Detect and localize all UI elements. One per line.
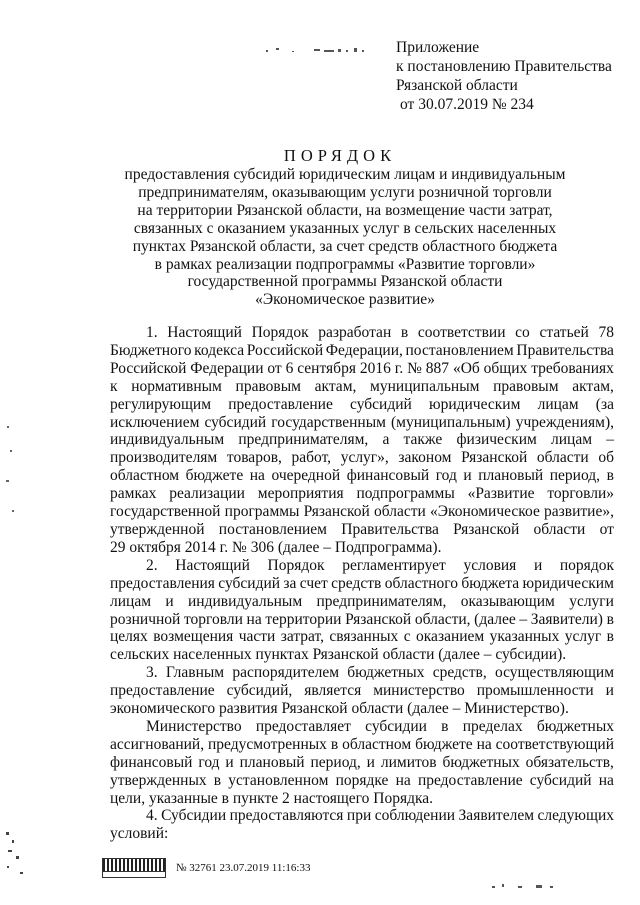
scan-noise-bottom-right <box>490 880 570 894</box>
body-line: рамках реализации мероприятия подпрограммы «Развитие торговли» <box>110 485 614 503</box>
body-line: исключением субсидий государственным (муниципальным) учреждениям), <box>110 413 614 431</box>
subtitle-line: предпринимателям, оказывающим услуги розничной торговли <box>138 183 552 201</box>
body-line: предоставления субсидий за счет средств областного бюджета юридическим <box>110 574 614 592</box>
body-line: регулирующим предоставление субсидий юридическим лицам (за <box>110 395 614 413</box>
appendix-resolution-ref: к постановлению Правительства <box>396 58 612 75</box>
body-line: предоставление субсидий, является министерство промышленности и <box>110 682 614 700</box>
footer-registration <box>102 858 310 878</box>
scan-noise-top <box>262 44 382 58</box>
subtitle-line: на территории Рязанской области, на возмещение части затрат, <box>137 201 553 219</box>
body-line: экономического развития Рязанской области (далее – Министерство). <box>110 700 569 718</box>
subtitle-line: предоставления субсидий юридическим лицам и индивидуальным <box>124 166 566 183</box>
appendix-region: Рязанской области <box>396 77 518 94</box>
body-line: 4. Субсидии предоставляются при соблюдении Заявителем следующих <box>146 807 614 825</box>
body-line: цели, указанные в пункте 2 настоящего Порядка. <box>110 789 434 807</box>
subtitle-line: государственной программы Рязанской области <box>187 273 503 291</box>
document-body <box>110 324 614 843</box>
body-line: областном бюджете на очередной финансовый год и плановый период, в <box>110 467 614 485</box>
subtitle-line: связанных с оказанием указанных услуг в сельских населенных <box>133 219 557 237</box>
body-line: утвержденной постановлением Правительства Рязанской области от <box>110 520 614 538</box>
registration-number: № 32761 23.07.2019 11:16:33 <box>176 862 311 874</box>
body-line: к нормативным правовым актам, муниципальным правовым актам, <box>110 377 614 395</box>
subtitle-line: пунктах Рязанской области, за счет средств областного бюджета <box>132 237 558 255</box>
appendix-date: от 30.07.2019 № 234 <box>400 96 534 113</box>
subtitle-line: «Экономическое развитие» <box>255 291 435 309</box>
body-line: Министерство предоставляет субсидии в пределах бюджетных <box>146 717 614 735</box>
body-line: производителям товаров, работ, услуг», законом Рязанской области об <box>110 449 614 467</box>
subtitle-line: в рамках реализации подпрограммы «Развитие торговли» <box>154 255 536 273</box>
body-line: Бюджетного кодекса Российской Федерации, постановлением Правительства <box>110 341 614 359</box>
scan-edge-left-bottom <box>2 826 32 886</box>
body-line: 2. Настоящий Порядок регламентирует условия и порядок <box>146 556 614 574</box>
scan-edge-left <box>4 420 18 540</box>
body-line: сельских населенных пунктах Рязанской области (далее – субсидии). <box>110 646 567 664</box>
body-line: государственной программы Рязанской области «Экономическое развитие», <box>110 503 614 521</box>
body-line: 3. Главным распорядителем бюджетных средств, осуществляющим <box>146 664 614 682</box>
appendix-block <box>396 38 612 114</box>
body-line: целях возмещения части затрат, связанных с оказанием указанных услуг в <box>110 628 614 646</box>
body-line: лицам и индивидуальным предпринимателям, оказывающим услуги <box>110 592 614 610</box>
body-line: розничной торговли на территории Рязанской области, (далее – Заявители) в <box>110 610 614 628</box>
body-line: финансовый год и плановый период, и лимитов бюджетных обязательств, <box>110 753 614 771</box>
document-title: ПОРЯДОК <box>283 146 397 165</box>
body-line: условий: <box>110 825 169 843</box>
registry-stamp <box>102 858 166 878</box>
body-line: индивидуальным предпринимателям, а также физическим лицам – <box>110 431 614 449</box>
appendix-label: Приложение <box>396 39 480 56</box>
document-subtitle <box>110 166 580 309</box>
body-line: 1. Настоящий Порядок разработан в соответствии со статьей 78 <box>146 324 614 341</box>
body-line: ассигнований, предусмотренных в областном бюджете на соответствующий <box>110 735 614 753</box>
body-line: Российской Федерации от 6 сентября 2016 г. № 887 «Об общих требованиях <box>110 359 614 377</box>
body-line: утвержденных в установленном порядке на предоставление субсидий на <box>110 771 614 789</box>
body-line: 29 октября 2014 г. № 306 (далее – Подпрограмма). <box>110 538 442 556</box>
